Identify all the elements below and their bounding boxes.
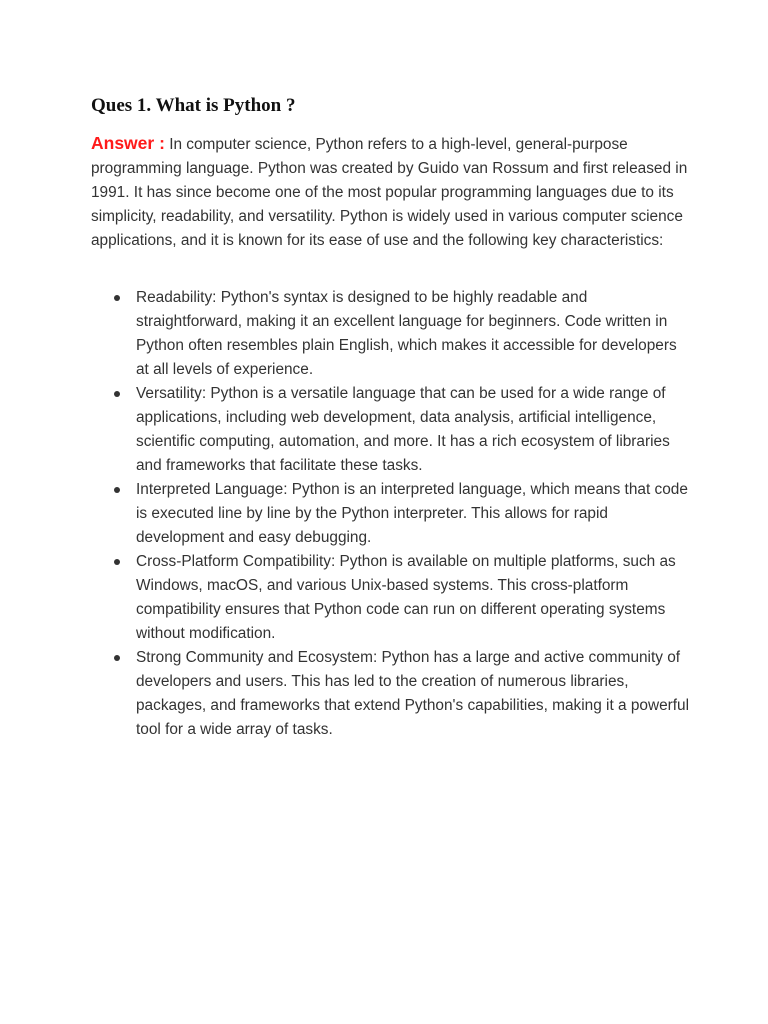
answer-paragraph <box>91 131 691 253</box>
answer-intro-text: In computer science, Python refers to a high-level, general-purpose programming language. Python was created by Guido van Rossum and first released in 1991. It has since become one of the most popular programming languages due to its simplicity, readability, and versatility. Python is widely used in various computer science applications, and it is known for its ease of use and the following key characteristics: <box>91 136 688 249</box>
list-item-cross-platform <box>110 550 690 646</box>
question-heading: Ques 1. What is Python ? <box>91 95 296 116</box>
bullet-icon <box>114 655 120 661</box>
bullet-icon <box>114 295 120 301</box>
list-item-text: Versatility: Python is a versatile language that can be used for a wide range of applications, including web development, data analysis, artificial intelligence, scientific computing, automation, and more. It has a rich ecosystem of libraries and frameworks that facilitate these tasks. <box>136 385 670 474</box>
list-item-versatility <box>110 382 690 478</box>
list-item-community <box>110 646 690 742</box>
list-item-text: Strong Community and Ecosystem: Python has a large and active community of developers and users. This has led to the creation of numerous libraries, packages, and frameworks that extend Python's capabilities, making it a powerful tool for a wide array of tasks. <box>136 649 690 738</box>
characteristics-list <box>110 286 690 742</box>
answer-label: Answer : <box>91 133 165 153</box>
list-item-text: Interpreted Language: Python is an interpreted language, which means that code is executed line by line by the Python interpreter. This allows for rapid development and easy debugging. <box>136 481 688 546</box>
bullet-icon <box>114 487 120 493</box>
list-item-text: Readability: Python's syntax is designed to be highly readable and straightforward, making it an excellent language for beginners. Code written in Python often resembles plain English, which makes it accessible for developers at all levels of experience. <box>136 289 677 378</box>
list-item-readability <box>110 286 690 382</box>
bullet-icon <box>114 391 120 397</box>
list-item-text: Cross-Platform Compatibility: Python is available on multiple platforms, such as Windows, macOS, and various Unix-based systems. This cross-platform compatibility ensures that Python code can run on different operating systems without modification. <box>136 553 676 642</box>
list-item-interpreted-language <box>110 478 690 550</box>
bullet-icon <box>114 559 120 565</box>
